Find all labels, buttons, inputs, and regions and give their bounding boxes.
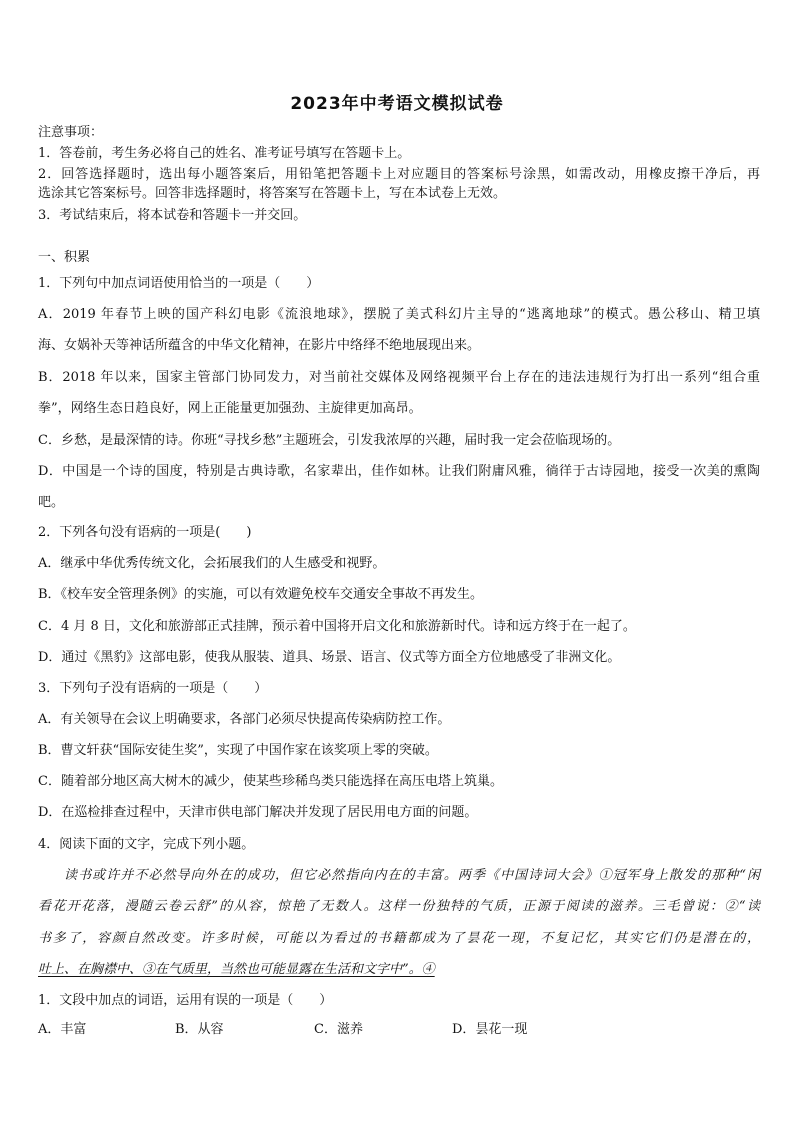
- question-1-line: 海、女娲补天等神话所蕴含的中华文化精神，在影片中络绎不绝地展现出来。: [38, 338, 481, 353]
- option-b: B．从容: [175, 1022, 224, 1037]
- notice-heading: 注意事项：: [38, 125, 104, 140]
- exam-title: 2023年中考语文模拟试卷: [290, 94, 504, 114]
- question-3-option: C．随着部分地区高大树木的减少，使某些珍稀鸟类只能选择在高压电塔上筑巢。: [38, 774, 503, 789]
- passage-line: 读书或许并不必然导向外在的成功，但它必然指向内在的丰富。两季《中国诗词大会》①冠军身上散发的那种“闲: [64, 868, 760, 883]
- question-2-option: C．4 月 8 日，文化和旅游部正式挂牌，预示着中国将开启文化和旅游新时代。诗和远方终于在一起了。: [38, 619, 636, 634]
- section-heading: 一、积累: [38, 250, 91, 265]
- option-d: D．昙花一现: [452, 1022, 528, 1037]
- question-1-line: D．中国是一个诗的国度，特别是古典诗歌，名家辈出，佳作如林。让我们附庸风雅，徜徉于古诗园地，接受一次美的熏陶: [38, 464, 760, 479]
- notice-item: 2．回答选择题时，选出每小题答案后，用铅笔把答题卡上对应题目的答案标号涂黑，如需改动，用橡皮擦干净后，再: [38, 167, 760, 182]
- question-1-line: C．乡愁，是最深情的诗。你班“寻找乡愁”主题班会，引发我浓厚的兴趣，届时我一定会莅临现场的。: [38, 433, 621, 448]
- sub-question-stem: 1．文段中加点的词语，运用有误的一项是（ ）: [38, 993, 333, 1008]
- passage-line: 吐上、在胸襟中、③在气质里，当然也可能显露在生活和文字中”。④: [38, 962, 435, 977]
- sub-question-options: [38, 1018, 527, 1037]
- option-a: A．丰富: [38, 1022, 87, 1037]
- question-1-line: B．2018 年以来，国家主管部门协同发力，对当前社交媒体及网络视频平台上存在的违法违规行为打出一系列“组合重: [38, 370, 760, 385]
- question-3-stem: 3．下列句子没有语病的一项是（ ）: [38, 681, 268, 696]
- notice-item: 选涂其它答案标号。回答非选择题时，将答案写在答题卡上，写在本试卷上无效。: [38, 186, 507, 201]
- question-2-stem: 2．下列各句没有语病的一项是( ): [38, 525, 252, 540]
- question-2-option: B．《校车安全管理条例》的实施，可以有效避免校车交通安全事故不再发生。: [38, 587, 484, 602]
- question-1-line: A．2019 年春节上映的国产科幻电影《流浪地球》，摆脱了美式科幻片主导的“逃离地球”的模式。愚公移山、精卫填: [38, 307, 760, 322]
- question-4-stem: 4．阅读下面的文字，完成下列小题。: [38, 837, 255, 852]
- question-1-stem: 1．下列句中加点词语使用恰当的一项是（ ）: [38, 276, 320, 291]
- question-2-option: D．通过《黑豹》这部电影，使我从服装、道具、场景、语言、仪式等方面全方位地感受了非洲文化。: [38, 650, 621, 665]
- question-2-option: A．继承中华优秀传统文化，会拓展我们的人生感受和视野。: [38, 556, 386, 571]
- notice-item: 1．答卷前，考生务必将自己的姓名、准考证号填写在答题卡上。: [38, 146, 411, 161]
- question-1-line: 吧。: [38, 495, 65, 510]
- question-3-option: A．有关领导在会议上明确要求，各部门必须尽快提高传染病防控工作。: [38, 712, 451, 727]
- question-3-option: D．在巡检排查过程中，天津市供电部门解决并发现了居民用电方面的问题。: [38, 805, 478, 820]
- question-3-option: B．曹文轩获“国际安徒生奖”，实现了中国作家在该奖项上零的突破。: [38, 743, 438, 758]
- passage-line: 看花开花落，漫随云卷云舒”的从容，惊艳了无数人。这样一份独特的气质，正源于阅读的滋养。三毛曾说：②“读: [38, 899, 760, 914]
- passage-line: 书多了，容颜自然改变。许多时候，可能以为看过的书籍都成为了昙花一现，不复记忆，其实它们仍是潜在的，: [38, 931, 760, 946]
- notice-item: 3．考试结束后，将本试卷和答题卡一并交回。: [38, 208, 307, 223]
- option-c: C．滋养: [314, 1022, 363, 1037]
- question-1-line: 拳”，网络生态日趋良好，网上正能量更加强劲、主旋律更加高昂。: [38, 401, 422, 416]
